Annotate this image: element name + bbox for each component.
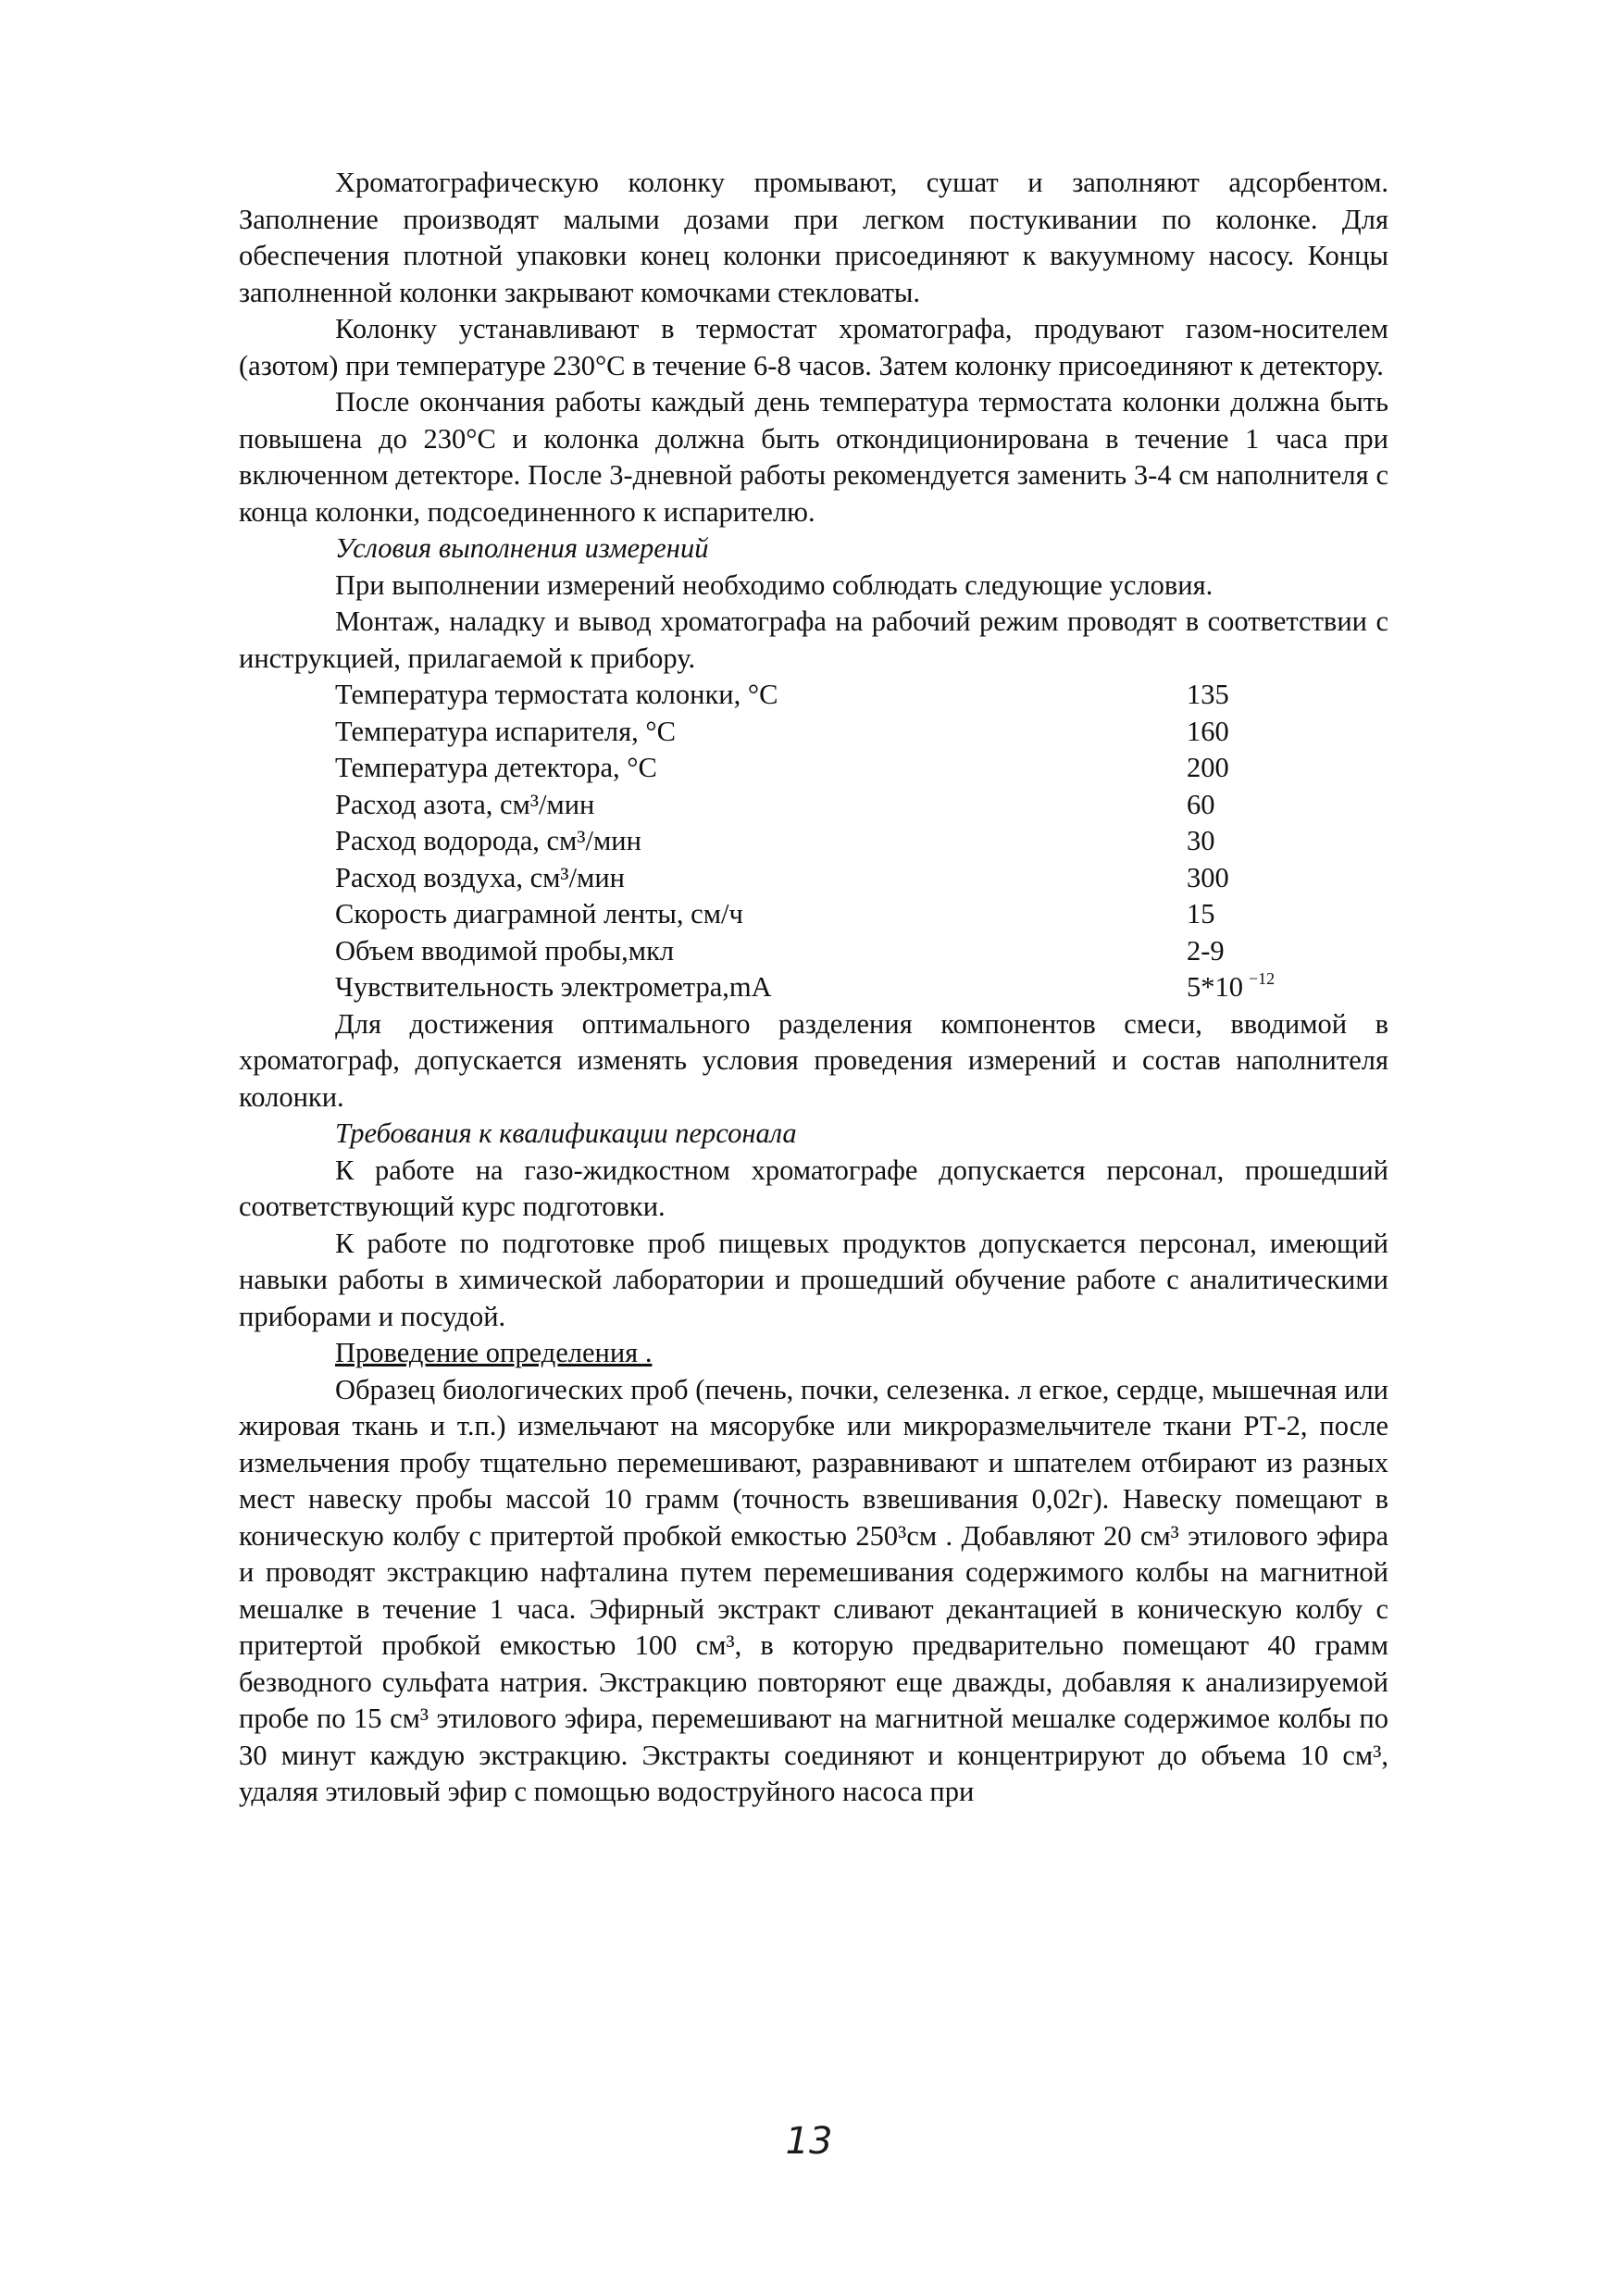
paragraph-daily-maintenance: После окончания работы каждый день температура термостата колонки должна быть повышена до 230°С и колонка должна быть откондиционирована в течение 1 часа при включенном детекторе. После 3-дневной работы рекомендуется заменить 3-4 см наполнителя с конца колонки, подсоединенного к испарителю.	[239, 386, 1388, 528]
paragraph-optimization: Для достижения оптимального разделения компонентов смеси, вводимой в хроматограф, допускается изменять условия проведения измерений и состав наполнителя колонки.	[239, 1007, 1388, 1113]
parameter-label: Расход водорода, см³/мин	[335, 825, 641, 856]
paragraph-personnel-sample-prep: К работе по подготовке проб пищевых продуктов допускается персонал, имеющий навыки работы в химической лаборатории и прошедший обучение работе с аналитическими приборами и посудой.	[239, 1227, 1388, 1332]
parameter-label: Расход воздуха, см³/мин	[335, 861, 625, 893]
parameter-value-exponent: −12	[1249, 969, 1276, 988]
page-body	[239, 165, 1388, 1811]
parameter-label: Расход азота, см³/мин	[335, 788, 595, 820]
parameter-row	[335, 750, 1298, 787]
parameter-value	[1187, 969, 1298, 1006]
parameter-value: 60	[1187, 788, 1215, 820]
parameter-label: Температура детектора, °С	[335, 752, 657, 783]
paragraph-column-conditioning: Колонку устанавливают в термостат хроматографа, продувают газом-носителем (азотом) при температуре 230°С в течение 6-8 часов. Затем колонку присоединяют к детектору.	[239, 313, 1388, 381]
heading-procedure: Проведение определения .	[335, 1337, 653, 1368]
parameter-label: Объем вводимой пробы,мкл	[335, 934, 675, 967]
parameter-row	[335, 860, 1298, 897]
parameter-value: 200	[1187, 752, 1229, 783]
paragraph-procedure: Образец биологических проб (печень, почки, селезенка. л егкое, сердце, мышечная или жировая ткань и т.п.) измельчают на мясорубке или микроразмельчителе ткани РТ-2, после измельчения пробу тщательно перемешивают, разравнивают и шпателем отбирают из разных мест навеску пробы массой 10 грамм (точность взвешивания 0,02г). Навеску помещают в коническую колбу с притертой пробкой емкостью 250³см . Добавляют 20 см³ этилового эфира и проводят экстракцию нафталина путем перемешивания содержимого колбы на магнитной мешалке в течение 1 часа. Эфирный экстракт сливают декантацией в коническую колбу с притертой пробкой емкостью 100 см³, в которую предварительно помещают 40 грамм безводного сульфата натрия. Экстракцию повторяют еще дважды, добавляя к анализируемой пробе по 15 см³ этилового эфира, перемешивают на магнитной мешалке содержимое колбы по 30 минут каждую экстракцию. Экстракты соединяют и концентрируют до объема 10 см³, удаляя этиловый эфир с помощью водоструйного насоса при	[239, 1373, 1388, 1807]
parameter-row	[335, 896, 1298, 933]
parameter-value: 135	[1187, 679, 1229, 710]
parameters-list	[335, 677, 1388, 1006]
parameter-value: 30	[1187, 825, 1215, 856]
parameter-value: 2-9	[1187, 934, 1225, 967]
parameter-label: Чувствительность электрометра,mA	[335, 971, 772, 1003]
paragraph-installation: Монтаж, наладку и вывод хроматографа на рабочий режим проводят в соответствии с инструкцией, прилагаемой к прибору.	[239, 605, 1388, 674]
paragraph-conditions-intro: При выполнении измерений необходимо соблюдать следующие условия.	[335, 568, 1214, 601]
parameter-row	[335, 787, 1298, 824]
heading-personnel-requirements: Требования к квалификации персонала	[335, 1117, 797, 1149]
parameter-value: 300	[1187, 861, 1229, 893]
parameter-value-base: 5*10	[1187, 971, 1243, 1003]
paragraph-personnel-chromatograph: К работе на газо-жидкостном хроматографе допускается персонал, прошедший соответствующий курс подготовки.	[239, 1154, 1388, 1222]
parameter-label: Скорость диаграмной ленты, см/ч	[335, 898, 743, 930]
parameter-value: 15	[1187, 898, 1215, 930]
heading-measurement-conditions: Условия выполнения измерений	[335, 532, 709, 564]
parameter-row	[335, 969, 1298, 1006]
parameter-row	[335, 714, 1298, 751]
parameter-row	[335, 677, 1298, 714]
parameter-row	[335, 933, 1298, 970]
parameter-row	[335, 823, 1298, 860]
parameter-label: Температура испарителя, °С	[335, 715, 676, 747]
parameter-label: Температура термостата колонки, °С	[335, 679, 778, 710]
page-number: 13	[785, 2120, 833, 2163]
paragraph-column-prep: Хроматографическую колонку промывают, сушат и заполняют адсорбентом. Заполнение производят малыми дозами при легком постукивании по колонке. Для обеспечения плотной упаковки конец колонки присоединяют к вакуумному насосу. Концы заполненной колонки закрывают комочками стекловаты.	[239, 167, 1388, 308]
parameter-value: 160	[1187, 715, 1229, 747]
